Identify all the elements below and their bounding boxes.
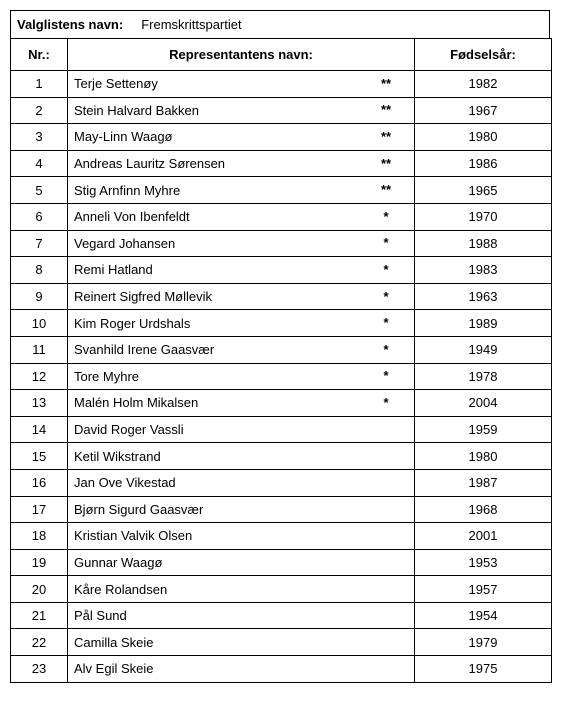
candidate-birth-year: 1949 [415, 336, 552, 363]
candidate-name: May-Linn Waagø [74, 129, 173, 145]
candidate-name: Kåre Rolandsen [74, 581, 168, 597]
candidate-number: 12 [11, 363, 68, 390]
candidate-name: Camilla Skeie [74, 634, 154, 650]
candidate-number: 7 [11, 230, 68, 257]
candidate-number: 18 [11, 523, 68, 550]
table-row [11, 656, 552, 683]
candidate-name-cell [68, 124, 415, 151]
candidate-name-cell [68, 150, 415, 177]
candidate-birth-year: 1979 [415, 629, 552, 656]
candidate-number: 23 [11, 656, 68, 683]
table-row [11, 230, 552, 257]
candidate-number: 20 [11, 576, 68, 603]
candidate-name: Terje Settenøy [74, 76, 158, 92]
candidate-name-cell [68, 283, 415, 310]
candidate-mark: * [383, 288, 389, 304]
table-row [11, 71, 552, 98]
candidate-name-cell [68, 656, 415, 683]
candidate-name-cell [68, 523, 415, 550]
table-row [11, 310, 552, 337]
candidate-number: 19 [11, 549, 68, 576]
candidate-number: 5 [11, 177, 68, 204]
table-row [11, 203, 552, 230]
candidate-number: 21 [11, 602, 68, 629]
candidate-birth-year: 1989 [415, 310, 552, 337]
candidate-name: Kristian Valvik Olsen [74, 528, 193, 544]
candidate-name: Alv Egil Skeie [74, 661, 154, 677]
candidate-number: 15 [11, 443, 68, 470]
candidate-birth-year: 2004 [415, 390, 552, 417]
candidate-number: 6 [11, 203, 68, 230]
candidate-name: Vegard Johansen [74, 235, 176, 251]
candidate-name: Tore Myhre [74, 368, 140, 384]
candidate-name: Reinert Sigfred Møllevik [74, 289, 212, 305]
column-header-number: Nr.: [11, 39, 68, 71]
candidate-birth-year: 1982 [415, 71, 552, 98]
candidate-name-cell [68, 549, 415, 576]
candidate-name: Malén Holm Mikalsen [74, 395, 199, 411]
table-row [11, 150, 552, 177]
column-header-birth-year: Fødselsår: [415, 39, 552, 71]
candidate-name-cell [68, 576, 415, 603]
candidate-birth-year: 1963 [415, 283, 552, 310]
candidate-mark: ** [380, 75, 392, 91]
candidate-birth-year: 1959 [415, 416, 552, 443]
table-row [11, 97, 552, 124]
candidate-mark: ** [380, 128, 392, 144]
candidate-birth-year: 1978 [415, 363, 552, 390]
candidate-name-cell [68, 97, 415, 124]
list-name-row [10, 10, 550, 38]
candidate-number: 8 [11, 257, 68, 284]
candidate-mark: * [383, 341, 389, 357]
candidate-birth-year: 1965 [415, 177, 552, 204]
candidate-name: Gunnar Waagø [74, 554, 163, 570]
table-row [11, 283, 552, 310]
candidate-name-cell [68, 71, 415, 98]
candidate-birth-year: 1968 [415, 496, 552, 523]
candidate-name: Jan Ove Vikestad [74, 475, 176, 491]
candidate-name-cell [68, 257, 415, 284]
candidate-name: David Roger Vassli [74, 422, 184, 438]
list-name-label: Valglistens navn: [17, 17, 124, 32]
candidate-name-cell [68, 443, 415, 470]
candidate-birth-year: 1953 [415, 549, 552, 576]
candidate-birth-year: 1957 [415, 576, 552, 603]
candidate-name: Stig Arnfinn Myhre [74, 182, 181, 198]
candidate-number: 3 [11, 124, 68, 151]
candidate-number: 16 [11, 469, 68, 496]
table-row [11, 549, 552, 576]
candidate-table [10, 38, 552, 683]
candidate-birth-year: 1980 [415, 124, 552, 151]
candidate-mark: * [383, 208, 389, 224]
candidate-number: 22 [11, 629, 68, 656]
candidate-name: Anneli Von Ibenfeldt [74, 209, 190, 225]
candidate-rows [11, 71, 552, 683]
candidate-mark: * [383, 261, 389, 277]
candidate-birth-year: 2001 [415, 523, 552, 550]
candidate-birth-year: 1970 [415, 203, 552, 230]
table-row [11, 257, 552, 284]
candidate-birth-year: 1987 [415, 469, 552, 496]
candidate-name: Bjørn Sigurd Gaasvær [74, 501, 204, 517]
candidate-name-cell [68, 310, 415, 337]
table-row [11, 177, 552, 204]
candidate-name-cell [68, 629, 415, 656]
candidate-mark: * [383, 314, 389, 330]
table-row [11, 469, 552, 496]
list-name-value: Fremskrittspartiet [141, 17, 242, 32]
table-row [11, 576, 552, 603]
table-row [11, 523, 552, 550]
candidate-mark: ** [380, 102, 392, 118]
candidate-list-document [10, 10, 550, 683]
candidate-mark: * [383, 368, 389, 384]
candidate-name: Kim Roger Urdshals [74, 315, 191, 331]
candidate-name: Stein Halvard Bakken [74, 102, 200, 118]
candidate-mark: ** [380, 181, 392, 197]
candidate-name-cell [68, 496, 415, 523]
candidate-birth-year: 1975 [415, 656, 552, 683]
candidate-number: 10 [11, 310, 68, 337]
table-row [11, 336, 552, 363]
table-row [11, 363, 552, 390]
candidate-name-cell [68, 177, 415, 204]
table-row [11, 629, 552, 656]
candidate-name: Remi Hatland [74, 262, 153, 278]
candidate-birth-year: 1986 [415, 150, 552, 177]
candidate-number: 4 [11, 150, 68, 177]
candidate-name: Svanhild Irene Gaasvær [74, 342, 215, 358]
candidate-number: 1 [11, 71, 68, 98]
candidate-number: 14 [11, 416, 68, 443]
candidate-name-cell [68, 336, 415, 363]
candidate-number: 17 [11, 496, 68, 523]
candidate-birth-year: 1954 [415, 602, 552, 629]
candidate-mark: ** [380, 155, 392, 171]
table-row [11, 416, 552, 443]
candidate-name-cell [68, 230, 415, 257]
table-row [11, 390, 552, 417]
table-row [11, 496, 552, 523]
candidate-name-cell [68, 416, 415, 443]
column-header-name: Representantens navn: [68, 39, 415, 71]
candidate-name-cell [68, 363, 415, 390]
candidate-number: 2 [11, 97, 68, 124]
candidate-birth-year: 1967 [415, 97, 552, 124]
candidate-birth-year: 1983 [415, 257, 552, 284]
candidate-name: Pål Sund [74, 608, 127, 624]
candidate-mark: * [383, 394, 389, 410]
candidate-birth-year: 1980 [415, 443, 552, 470]
candidate-name-cell [68, 203, 415, 230]
candidate-number: 11 [11, 336, 68, 363]
candidate-name-cell [68, 390, 415, 417]
candidate-birth-year: 1988 [415, 230, 552, 257]
candidate-name-cell [68, 469, 415, 496]
table-row [11, 124, 552, 151]
candidate-number: 9 [11, 283, 68, 310]
candidate-name: Andreas Lauritz Sørensen [74, 156, 226, 172]
candidate-name-cell [68, 602, 415, 629]
candidate-name: Ketil Wikstrand [74, 448, 161, 464]
table-header-row [11, 39, 552, 71]
table-row [11, 443, 552, 470]
table-row [11, 602, 552, 629]
candidate-number: 13 [11, 390, 68, 417]
candidate-mark: * [383, 235, 389, 251]
